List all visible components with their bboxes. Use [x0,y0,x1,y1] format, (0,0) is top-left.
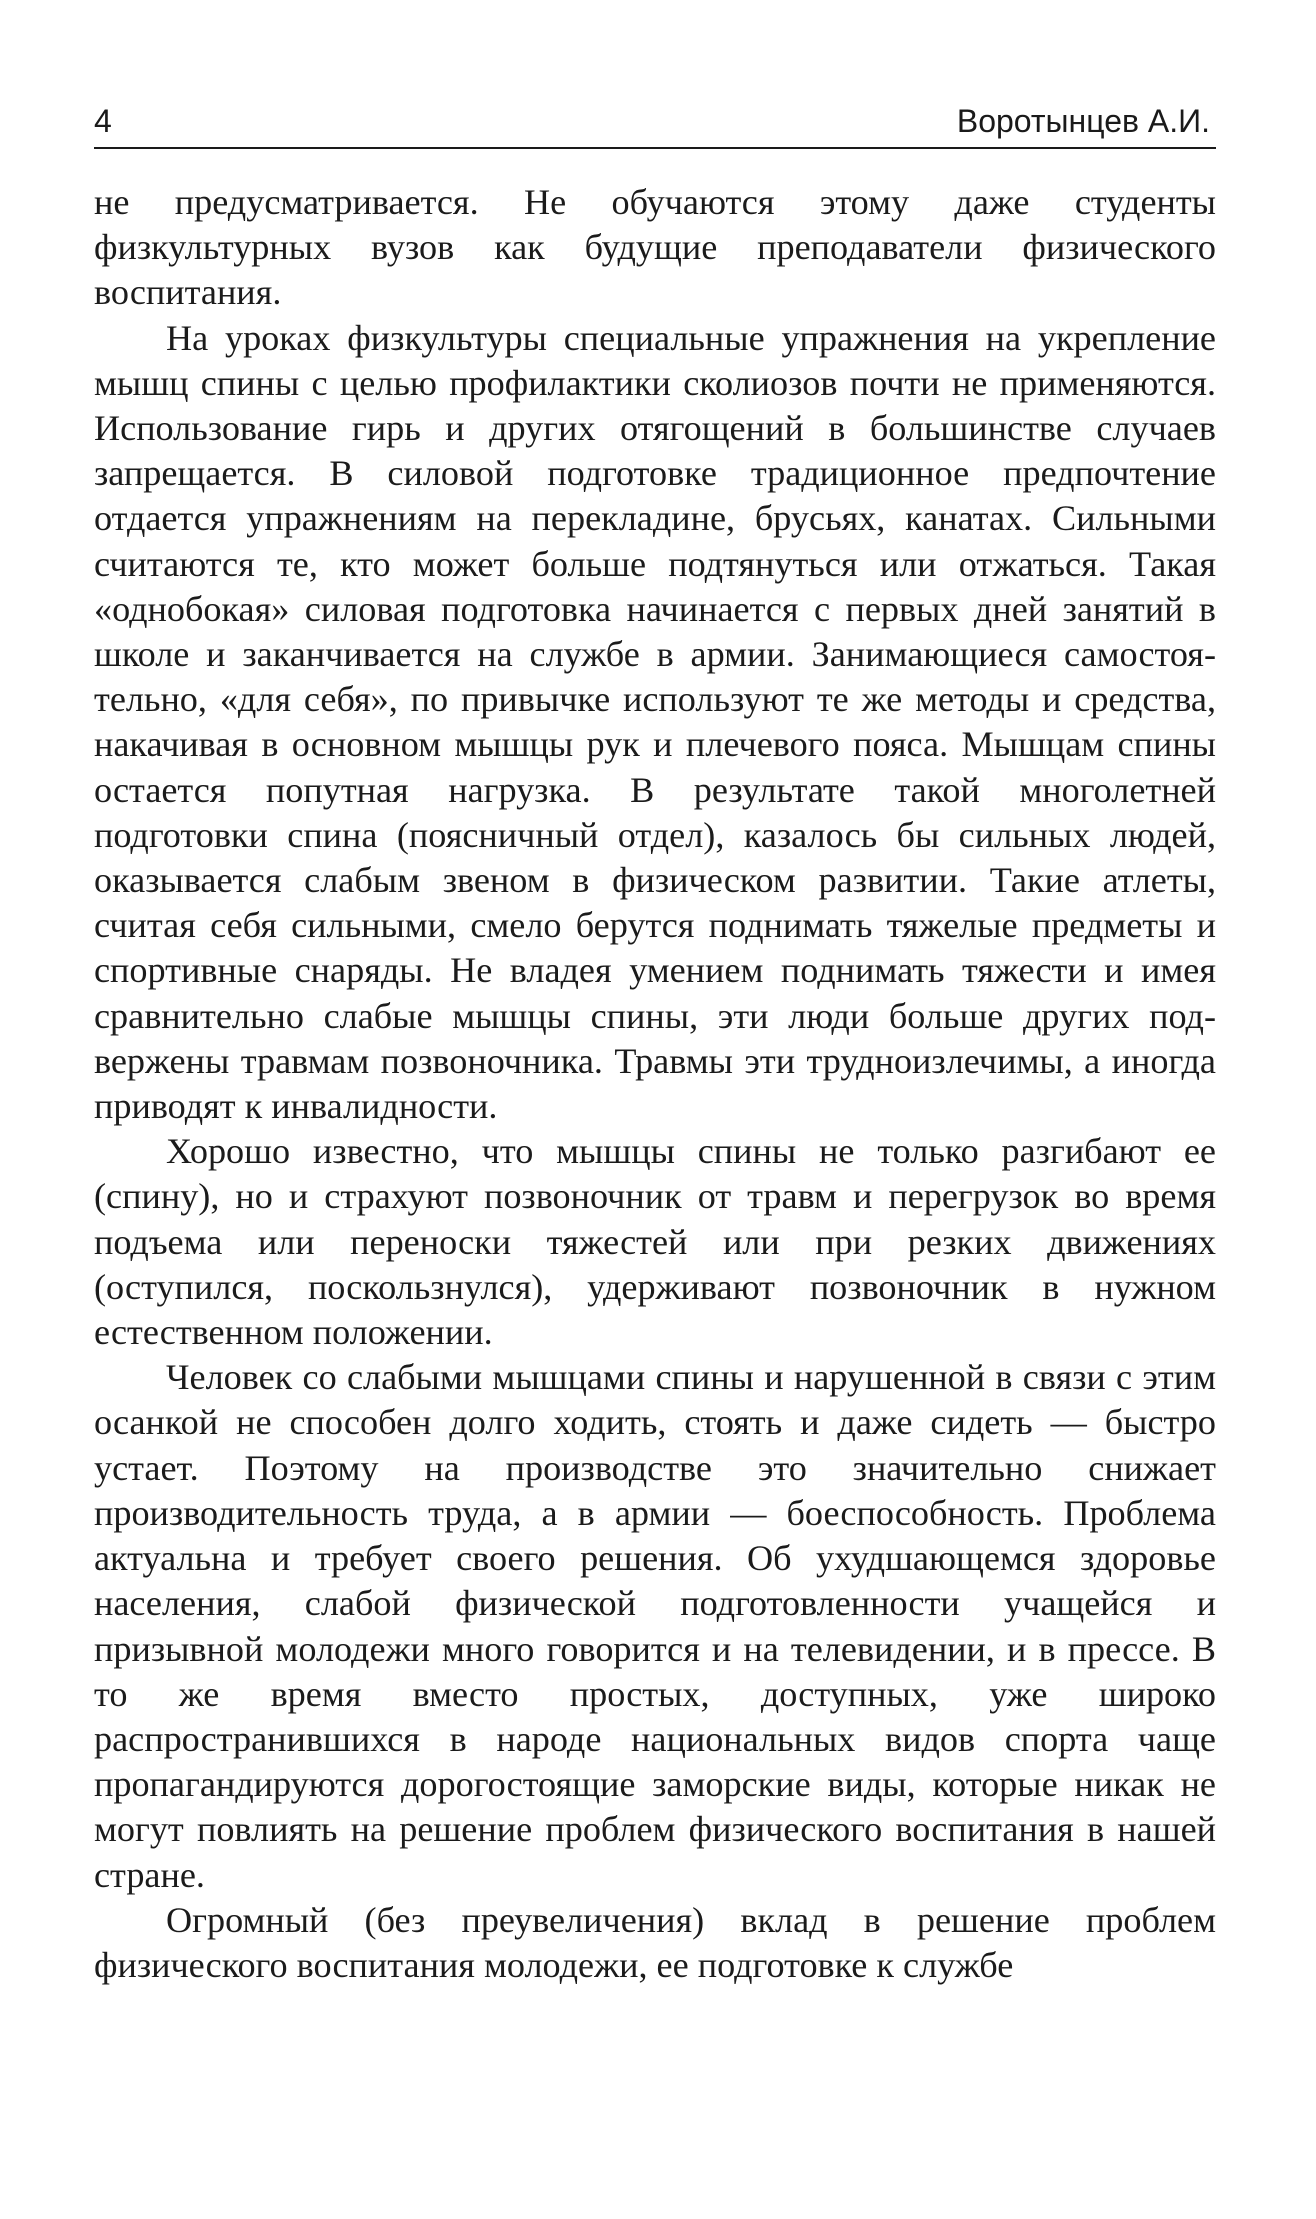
page-number: 4 [94,103,112,139]
paragraph: Огромный (без преувеличения) вклад в решение проблем физического воспитания молодежи, ее подготовке к службе [94,1899,1216,1985]
running-head-author: Воротынцев А.И. [956,103,1210,139]
body-text [94,180,1216,1988]
page-header [94,95,1216,149]
paragraph: На уроках физкультуры специальные упражнения на укрепление мышц спины с целью профилактики сколиозов почти не применяются. Использование гирь и других отягощений в большинстве случаев запрещается. В силовой подготовке традиционное предпочтение отдается упражнениям на перекладине, брусьях, канатах. Сильными считаются те, кто может больше подтянуться или отжаться. Такая «однобокая» силовая подготовка начинается с первых дней занятий в школе и заканчивается на службе в армии. Занимающиеся самостоятельно, «для себя», по привычке используют те же методы и средства, накачивая в основном мышцы рук и плечевого пояса. Мышцам спины остается попутная нагрузка. В результате такой многолетней подготовки спина (поясничный отдел), казалось бы сильных людей, оказывается слабым звеном в физическом развитии. Такие атлеты, считая себя сильными, смело берутся поднимать тяжелые предметы и спортивные снаряды. Не владея умением поднимать тяжести и имея сравнительно слабые мышцы спины, эти люди больше других подвержены травмам позвоночника. Травмы эти трудноизлечимы, а иногда приводят к инвалидности. [94,317,1216,1127]
paragraph: Человек со слабыми мышцами спины и нарушенной в связи с этим осанкой не способен долго ходить, стоять и даже сидеть — быстро устает. Поэтому на производстве это значительно снижает производительность труда, а в армии — боеспособность. Проблема актуальна и требует своего решения. Об ухудшающемся здоровье населения, слабой физической подготовленности учащейся и призывной молодежи много говорится и на телевидении, и в прессе. В то же время вместо простых, доступных, уже широко распространившихся в народе национальных видов спорта чаще пропагандируются дорогостоящие заморские виды, которые никак не могут повлиять на решение проблем физического воспитания в нашей стране. [94,1357,1216,1895]
paragraph: Хорошо известно, что мышцы спины не только разгибают ее (спину), но и страхуют позвоночник от травм и перегрузок во время подъема или переноски тяжестей или при резких движениях (оступился, поскользнулся), удерживают позвоночник в нужном естественном положении. [94,1131,1216,1353]
paragraph-continued: не предусматривается. Не обучаются этому даже студенты физкультурных вузов как будущие преподаватели физического воспитания. [94,182,1216,313]
